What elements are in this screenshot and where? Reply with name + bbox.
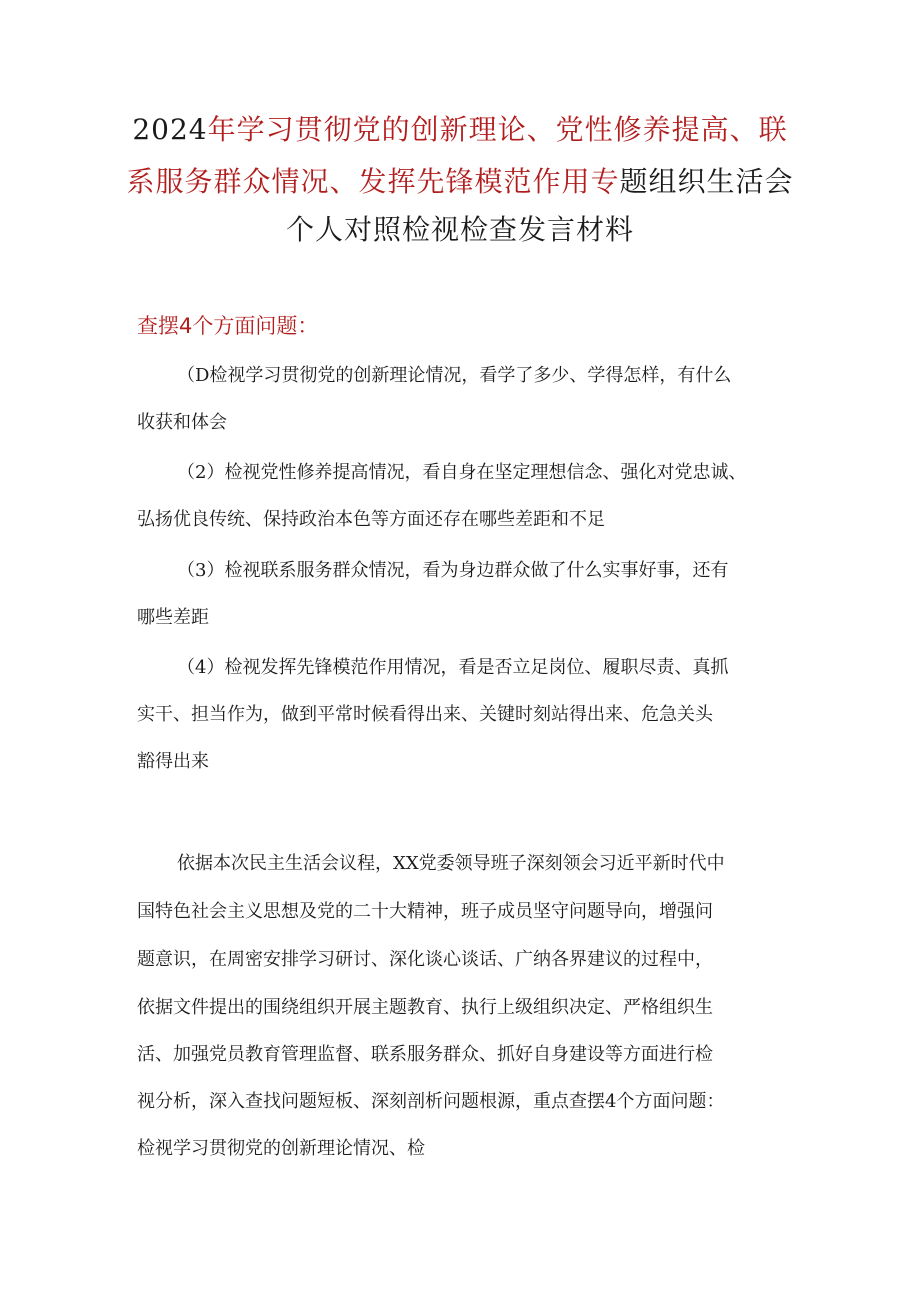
body-line-7: 检视学习贯彻党的创新理论情况、检 <box>137 1138 425 1159</box>
title-text-3: 个人对照检视检查发言材料 <box>285 213 634 246</box>
body-line-4: 依据文件提出的围绕组织开展主题教育、执行上级组织决定、严格组织生 <box>137 997 713 1018</box>
body-line-1: 依据本次民主生活会议程，XX党委领导班子深刻领会习近平新时代中 <box>177 853 725 874</box>
item-3-line-2: 哪些差距 <box>137 607 209 628</box>
body-line-2: 国特色社会主义思想及党的二十大精神，班子成员坚守问题导向，增强问 <box>137 901 713 922</box>
title-text-red-1: 年学习贯彻党的创新理论、党性修养提高、联 <box>207 113 788 146</box>
section-heading: 查摆4个方面问题： <box>137 314 319 338</box>
item-3-line-1: （3）检视联系服务群众情况，看为身边群众做了什么实事好事，还有 <box>177 560 729 581</box>
item-2-line-2: 弘扬优良传统、保持政治本色等方面还存在哪些差距和不足 <box>137 509 605 530</box>
document-title-line-2 <box>100 165 820 199</box>
title-text-red-2: 系服务群众情况、发挥先锋模范作用专 <box>126 165 620 198</box>
item-4-line-2: 实干、担当作为，做到平常时候看得出来、关键时刻站得出来、危急关头 <box>137 704 713 725</box>
item-1-line-1: （D检视学习贯彻党的创新理论情况，看学了多少、学得怎样，有什么 <box>177 365 732 386</box>
document-title-line-3 <box>100 213 820 247</box>
item-4-line-1: （4）检视发挥先锋模范作用情况，看是否立足岗位、履职尽责、真抓 <box>177 657 729 678</box>
item-4-line-3: 豁得出来 <box>137 751 209 772</box>
body-line-5: 活、加强党员教育管理监督、联系服务群众、抓好自身建设等方面进行检 <box>137 1044 713 1065</box>
item-2-line-1: （2）检视党性修养提高情况，看自身在坚定理想信念、强化对党忠诚、 <box>177 462 747 483</box>
body-line-3: 题意识，在周密安排学习研讨、深化谈心谈话、广纳各界建议的过程中， <box>137 949 713 970</box>
title-text-black-2: 题组织生活会 <box>619 165 794 198</box>
item-1-line-2: 收获和体会 <box>137 412 227 433</box>
body-line-6: 视分析，深入查找问题短板、深刻剖析问题根源，重点查摆4个方面问题： <box>137 1091 725 1112</box>
document-title-line-1 <box>100 113 820 147</box>
title-year: 2024 <box>132 113 208 146</box>
